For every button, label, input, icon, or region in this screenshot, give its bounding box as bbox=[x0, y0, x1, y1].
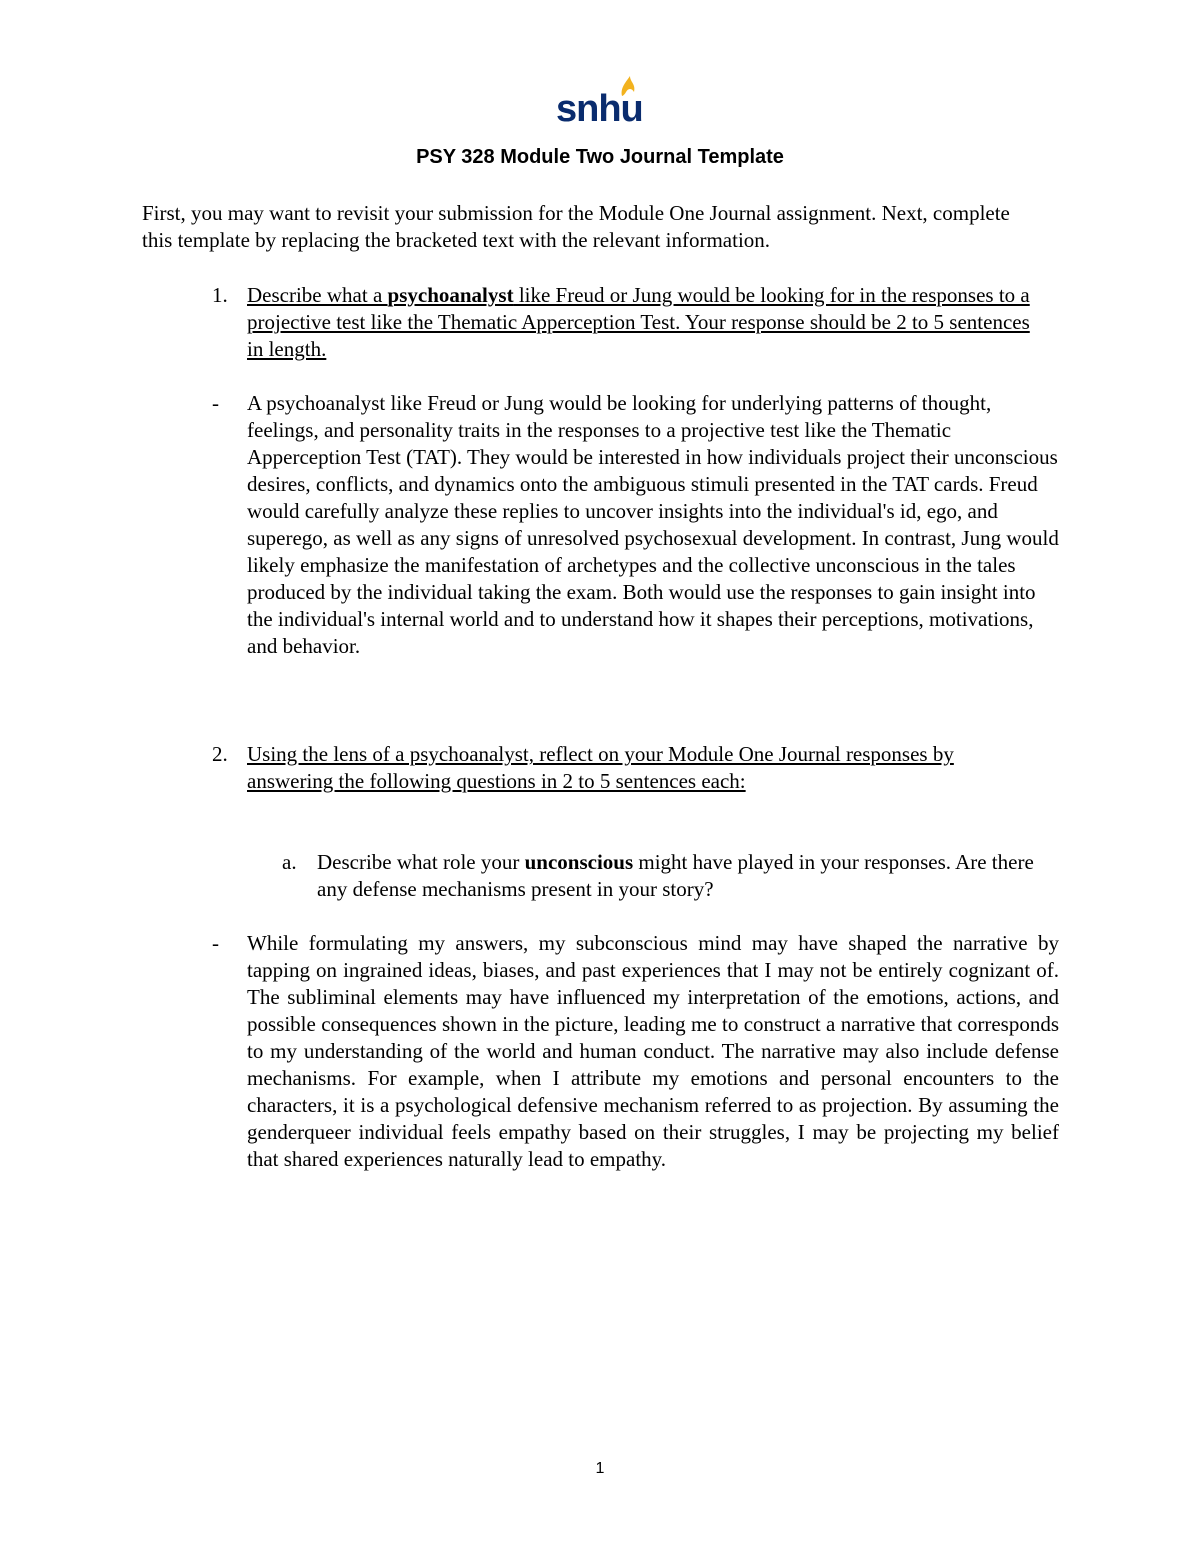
question-1-number: 1. bbox=[212, 283, 228, 307]
question-2a-keyword: unconscious bbox=[524, 850, 634, 874]
intro-paragraph: First, you may want to revisit your submission for the Module One Journal assignment. Next, complete this template by replacing the bracketed text with the relevant information. bbox=[142, 201, 1010, 252]
answer-2a-text: While formulating my answers, my subconscious mind may have shaped the narrative by tapping on ingrained ideas, biases, and past experiences that I may not be entirely cognizant of. The subliminal elements may have influenced my interpretation of the emotions, actions, and possible consequences shown in the picture, leading me to construct a narrative that corresponds to my understanding of the world and human conduct. The narrative may also include defense mechanisms. For example, when I attribute my emotions and personal encounters to the characters, it is a psychological defensive mechanism referred to as projection. By assuming the genderqueer individual feels empathy based on their struggles, I may be projecting my belief that shared experiences naturally lead to empathy. bbox=[247, 931, 1059, 1171]
question-2-number: 2. bbox=[212, 742, 228, 766]
page-title: PSY 328 Module Two Journal Template bbox=[416, 146, 784, 168]
answer-1-dash: - bbox=[212, 391, 219, 415]
logo-wordmark: snhu bbox=[556, 88, 643, 130]
question-2a-letter: a. bbox=[282, 850, 297, 874]
question-1-text: Describe what a psychoanalyst like Freud or Jung would be looking for in the responses to a projective test like the Thematic Apperception Test. Your response should be 2 to 5 sentences in length. bbox=[247, 283, 1030, 361]
answer-2a-dash: - bbox=[212, 931, 219, 955]
question-2a-text: Describe what role your unconscious might have played in your responses. Are there any defense mechanisms present in your story? bbox=[317, 850, 1034, 901]
answer-1-text: A psychoanalyst like Freud or Jung would be looking for underlying patterns of thought, feelings, and personality traits in the responses to a projective test like the Thematic Apperception Test (TAT). They would be interested in how individuals project their unconscious desires, conflicts, and dynamics onto the ambiguous stimuli presented in the TAT cards. Freud would carefully analyze these replies to uncover insights into the individual's id, ego, and superego, as well as any signs of unresolved psychosexual development. In contrast, Jung would likely emphasize the manifestation of archetypes and the collective unconscious in the tales produced by the individual taking the exam. Both would use the responses to gain insight into the individual's internal world and to understand how it shapes their perceptions, motivations, and behavior. bbox=[247, 391, 1059, 658]
question-1-keyword: psychoanalyst bbox=[387, 283, 514, 307]
snhu-logo bbox=[556, 74, 643, 132]
question-2-text: Using the lens of a psychoanalyst, reflect on your Module One Journal responses by answering the following questions in 2 to 5 sentences each: bbox=[247, 742, 954, 793]
page-number: 1 bbox=[595, 1460, 605, 1477]
